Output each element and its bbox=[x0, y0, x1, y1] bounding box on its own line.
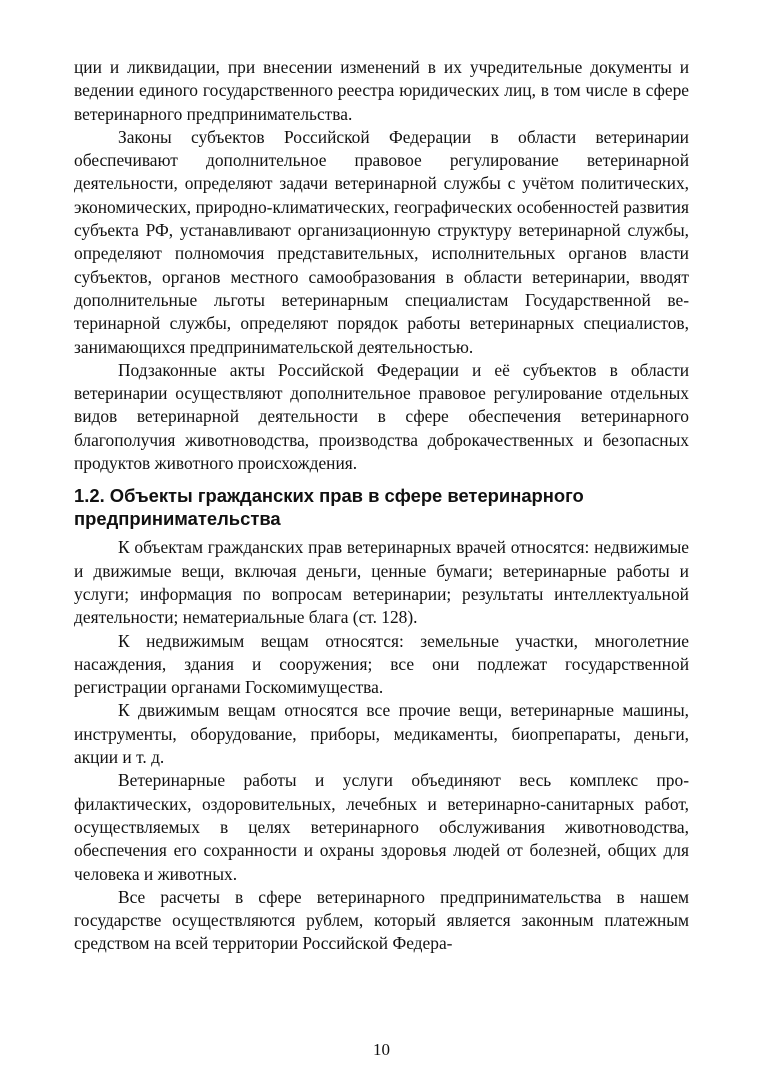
paragraph-immovable-things: К недвижимым вещам относятся: земельные участки, многолетние насаждения, здания и сооружения; все они подлежат государственной регистрации органами Госкомимущества. bbox=[74, 630, 689, 698]
page-number: 10 bbox=[373, 1040, 390, 1059]
paragraph-vet-services: Ветеринарные работы и услуги объединяют весь комплекс профилактических, оздоровительных, лечебных и ветеринарно-санитарных работ, осуществляемых в целях ветеринарного обслуживания животноводства, обеспечения его сохранности и охраны здоровья людей от болезней, общих для человека и животных. bbox=[74, 770, 689, 884]
document-page bbox=[74, 56, 689, 956]
paragraph-civil-rights-objects: К объектам гражданских прав ветеринарных врачей относятся: недвижимые и движимые вещи, включая деньги, ценные бумаги; ветеринарные работы и услуги; информация по вопросам ветеринарии; результаты интеллектуальной деятельности; нематериальные блага (ст. 128). bbox=[74, 537, 689, 628]
paragraph-payments: Все расчеты в сфере ветеринарного предпринимательства в нашем государстве осуществляются рублем, который является законным платежным средством на всей территории Российской Федера- bbox=[74, 886, 689, 954]
paragraph-movable-things: К движимым вещам относятся все прочие вещи, ветеринарные машины, инструменты, оборудование, приборы, медикаменты, биопрепараты, деньги, акции и т. д. bbox=[74, 700, 689, 768]
paragraph-bylaws: Подзаконные акты Российской Федерации и её субъектов в области ветеринарии осуществляют дополнительное правовое регулирование отдельных видов ветеринарной деятельности в сфере обеспечения ветеринарного благополучия животноводства, производства доброкачественных и безопасных продуктов животного происхождения. bbox=[74, 359, 689, 474]
paragraph-regional-laws: Законы субъектов Российской Федерации в области ветеринарии обеспечивают дополнительное правовое регулирование ветеринарной деятельности, определяют задачи ветеринарной службы с учётом политических, экономических, природно-климатических, географических особенностей развития субъекта РФ, устанавливают организационную структуру ветеринарной службы, определяют полномочия представительных, исполнительных органов власти субъектов, органов местного самообразования в области ветеринарии, вводят дополнительные льготы ветеринарным специалистам Государственной ветеринарной службы, определяют порядок работы ветеринарных специалистов, занимающихся предпринимательской деятельностью. bbox=[74, 126, 689, 357]
paragraph-continuation: ции и ликвидации, при внесении изменений в их учредительные документы и ведении единого государственного реестра юридических лиц, в том числе в сфере ветеринарного предпринимательства. bbox=[74, 57, 689, 124]
section-heading: 1.2. Объекты гражданских прав в сфере ветеринарного предпринимательства bbox=[74, 485, 584, 530]
